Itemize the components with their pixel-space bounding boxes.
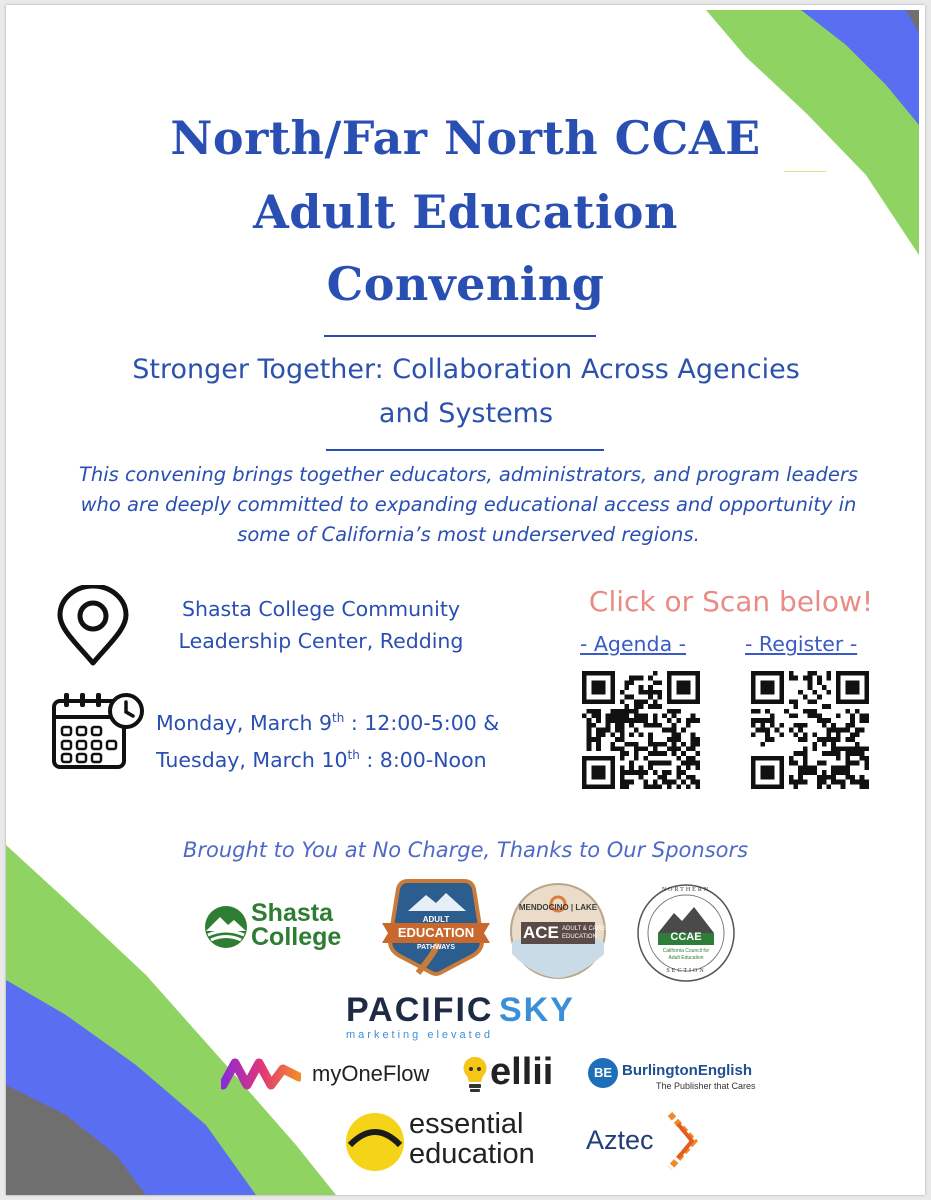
map-pin-icon [56, 585, 130, 667]
ellii-name: ellii [490, 1051, 554, 1093]
burlington-badge: BE [588, 1058, 618, 1088]
subtitle-line-1: Stronger Together: Collaboration Across Agencies [132, 354, 800, 385]
click-or-scan-heading: Click or Scan below! [588, 585, 874, 618]
myoneflow-name: myOneFlow [312, 1061, 430, 1086]
ccae-abbr: CCAE [670, 931, 702, 943]
ace-name-line-1: ADULT & CAREER [562, 926, 614, 932]
agenda-link[interactable]: - Agenda - [580, 632, 687, 656]
location-text [156, 593, 486, 657]
subtitle-line-2: and Systems [378, 398, 554, 429]
aep-line-3: PATHWAYS [417, 944, 455, 951]
location-line-1: Shasta College Community [181, 597, 460, 621]
ace-top-text: MENDOCINO | LAKE [518, 903, 598, 912]
register-link[interactable]: - Register - [745, 632, 858, 656]
event-title-line-1: North/Far North CCAE [170, 111, 761, 165]
shasta-name-line-2: College [251, 923, 342, 951]
agenda-qr-code[interactable] [582, 671, 700, 789]
date-tuesday: Tuesday, March 10th : 8:00-Noon [156, 747, 487, 772]
aep-line-2: EDUCATION [397, 925, 475, 940]
ace-abbr: ACE [523, 923, 559, 942]
ccae-bottom-text: SECTION [666, 968, 706, 974]
essential-education-icon [344, 1111, 406, 1173]
burlington-tagline: The Publisher that Cares [656, 1081, 756, 1091]
ccae-name-line-2: Adult Education [668, 955, 704, 961]
intro-line-1: This convening brings together educators, administrators, and program leaders [78, 463, 859, 486]
pacific-sky-word-1: PACIFIC [346, 991, 494, 1029]
burlington-name: BurlingtonEnglish [622, 1062, 752, 1079]
register-qr-code[interactable] [751, 671, 869, 789]
intro-line-2: who are deeply committed to expanding educational access and opportunity in [80, 493, 857, 516]
intro-line-3: some of California’s most underserved regions. [237, 523, 700, 546]
shasta-mountain-icon [202, 905, 250, 949]
event-title-line-3: Convening [326, 257, 605, 311]
myoneflow-wave-icon [221, 1057, 301, 1091]
dates-text [156, 702, 556, 776]
sponsors-heading: Brought to You at No Charge, Thanks to Our Sponsors [182, 838, 749, 862]
ccae-name-line-1: California Council for [662, 948, 710, 954]
location-line-2: Leadership Center, Redding [178, 629, 464, 653]
essential-name-line-2: education [409, 1138, 535, 1170]
ace-name-line-2: EDUCATION [562, 934, 597, 940]
lightbulb-icon [461, 1055, 489, 1095]
aztec-chevron-icon [666, 1110, 700, 1172]
pacific-sky-tagline: marketing elevated [346, 1029, 493, 1041]
subtitle-bottom-rule [326, 449, 604, 451]
title-accent-line [784, 171, 826, 172]
calendar-clock-icon [50, 691, 146, 771]
essential-name-line-1: essential [409, 1108, 524, 1140]
aep-line-1: ADULT [422, 915, 450, 924]
date-monday: Monday, March 9th : 12:00-5:00 & [156, 710, 500, 735]
ccae-top-text: NORTHERN [661, 887, 711, 893]
subtitle-top-rule [324, 335, 596, 337]
shasta-name-line-1: Shasta [251, 899, 333, 927]
aztec-name: Aztec [586, 1125, 654, 1155]
event-title-line-2: Adult Education [253, 185, 678, 239]
flyer-page [6, 5, 925, 1195]
pacific-sky-word-2: SKY [499, 991, 575, 1029]
